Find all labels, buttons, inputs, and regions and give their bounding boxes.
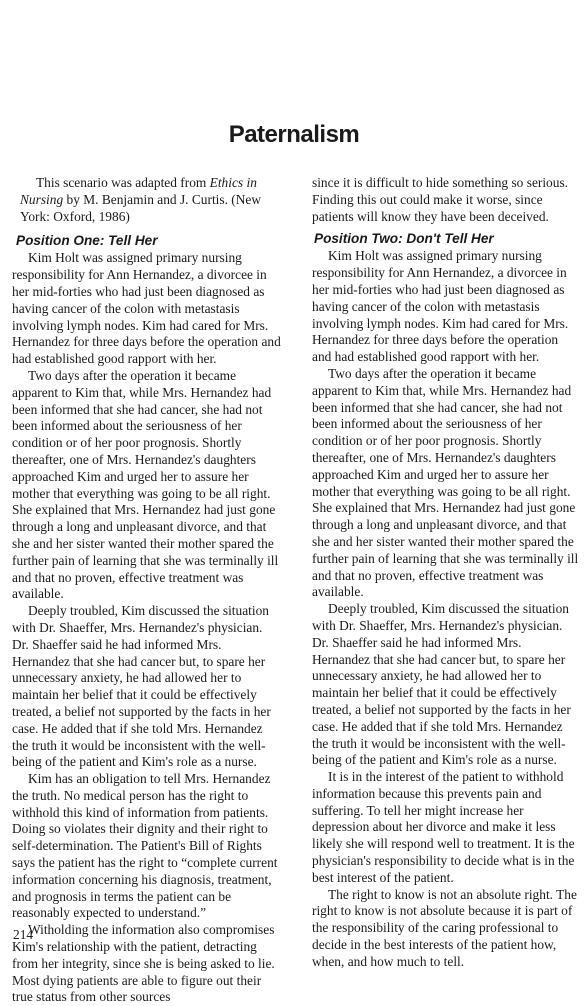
position-one-paragraph: Kim Holt was assigned primary nursing responsibility for Ann Hernandez, a divorcee in her mid-forties who had just been diagnosed as having cancer of the colon with metastasis involving lymph nodes. Kim had cared for Mrs. Hernandez for three days before the operation and had established good rapport with her. — [12, 250, 281, 367]
position-one-heading: Position One: Tell Her — [16, 233, 158, 249]
position-two-paragraph: It is in the interest of the patient to withhold information because this prevents pain and suffering. To tell her might increase her depression about her divorce and make it less likely she will respond well to treatment. It is the physician's responsibility to decide what is in the best interest of the patient. — [312, 769, 575, 885]
left-column — [12, 175, 282, 1006]
position-two-heading: Position Two: Don't Tell Her — [314, 231, 494, 247]
right-column — [312, 175, 580, 971]
intro-text-before: This scenario was adapted from — [36, 175, 210, 190]
position-two-paragraph: Deeply troubled, Kim discussed the situation with Dr. Shaeffer, Mrs. Hernandez's physician. Dr. Shaeffer said he had informed Mrs. Hernandez that she had cancer but, to spare her unnecessary anxiety, he had allowed her to maintain her belief that it could be effectively treated, a belief not supported by the facts in her case. He added that if she told Mrs. Hernandez the truth it would be inconsistent with the well-being of the patient and Kim's role as a nurse. — [312, 601, 571, 768]
page-title: Paternalism — [228, 121, 360, 148]
position-one-paragraph: Kim has an obligation to tell Mrs. Hernandez the truth. No medical person has the right to withhold this kind of information from patients. Doing so violates their dignity and their right to self-determination. The Patient's Bill of Rights says the patient has the right to “complete current information concerning his diagnosis, treatment, and prognosis in terms the patient can be reasonably expected to understand.” — [12, 771, 278, 921]
position-one-paragraph: Two days after the operation it became apparent to Kim that, while Mrs. Hernandez had been informed that she had cancer, she had not been informed about the seriousness of her condition or of her poor prognosis. Shortly thereafter, one of Mrs. Hernandez's daughters approached Kim and urged her to assure her mother that everything was going to be all right. She explained that Mrs. Hernandez had just gone through a long and unpleasant divorce, and that she and her sister wanted their mother spared the further pain of learning that she was terminally ill and that no proven, effective treatment was available. — [12, 367, 279, 602]
position-two-paragraph: Two days after the operation it became apparent to Kim that, while Mrs. Hernandez had been informed that she had cancer, she had not been informed about the seriousness of her condition or of her poor prognosis. Shortly thereafter, one of Mrs. Hernandez's daughters approached Kim and urged her to assure her mother that everything was going to be all right. She explained that Mrs. Hernandez had just gone through a long and unpleasant divorce, and that she and her sister wanted their mother spared the further pain of learning that she was terminally ill and that no proven, effective treatment was available. — [312, 365, 579, 600]
intro-paragraph — [12, 175, 282, 225]
position-one-paragraph: Deeply troubled, Kim discussed the situation with Dr. Shaeffer, Mrs. Hernandez's physician. Dr. Shaeffer said he had informed Mrs. Hernandez that she had cancer but, to spare her unnecessary anxiety, he had allowed her to maintain her belief that it could be effectively treated, a belief not supported by the facts in her case. He added that if she told Mrs. Hernandez the truth it would be inconsistent with the well-being of the patient and Kim's role as a nurse. — [12, 603, 271, 770]
page-number: 214 — [13, 927, 34, 942]
position-two-paragraph: The right to know is not an absolute right. The right to know is not absolute because it is part of the responsibility of the caring professional to decide in the best interests of the patient how, when, and how much to tell. — [312, 886, 577, 969]
book-title: Ethics in Nursing — [20, 175, 257, 207]
intro-text-after: by M. Benjamin and J. Curtis. (New York: Oxford, 1986) — [20, 191, 262, 224]
position-one-paragraph: Witholding the information also compromises Kim's relationship with the patient, detracting from her integrity, since she is being asked to lie. Most dying patients are able to figure out their true status from other sources — [12, 922, 275, 1005]
position-one-continuation: since it is difficult to hide something so serious. Finding this out could make it worse, since patients will know they have been deceived. — [312, 175, 569, 224]
position-two-paragraph: Kim Holt was assigned primary nursing responsibility for Ann Hernandez, a divorcee in her mid-forties who had just been diagnosed as having cancer of the colon with metastasis involving lymph nodes. Kim had cared for Mrs. Hernandez for three days before the operation and had established good rapport with her. — [312, 248, 569, 365]
